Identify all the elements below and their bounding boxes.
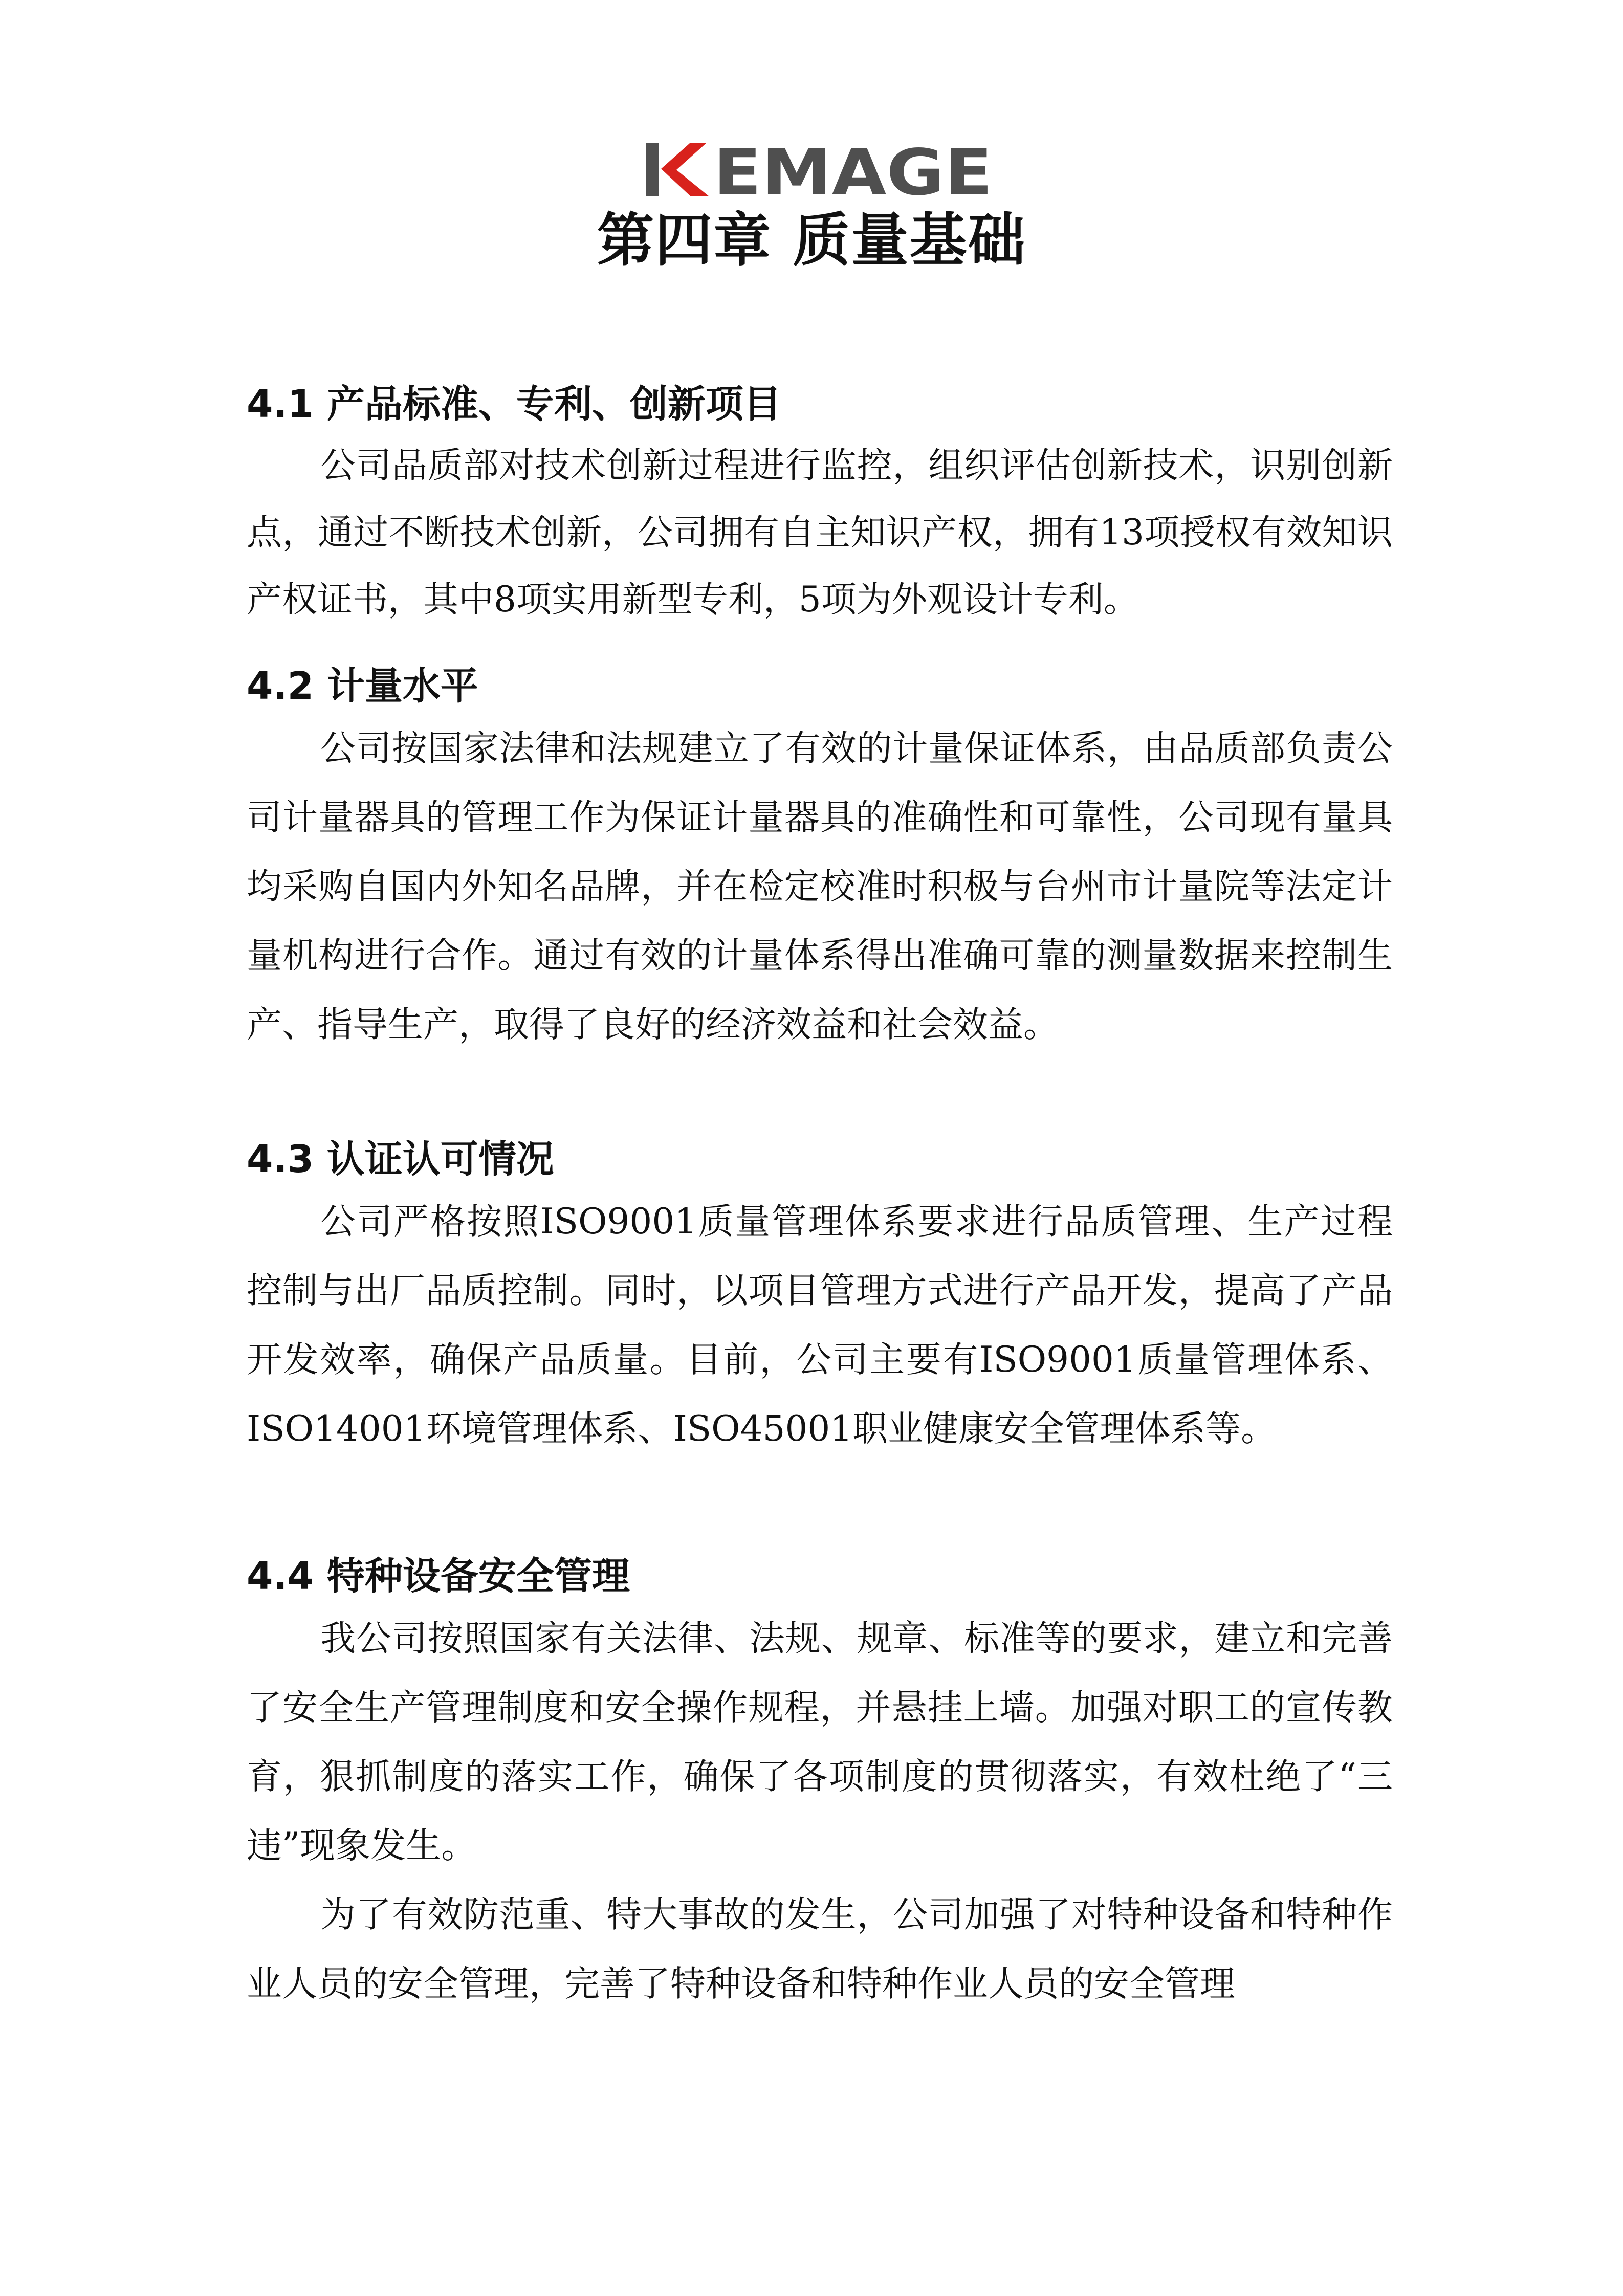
- svg-text:EMAGE: EMAGE: [713, 139, 993, 200]
- document-body: [247, 376, 1393, 2019]
- section-4-4-paragraph-1: 我公司按照国家有关法律、法规、规章、标准等的要求，建立和完善了安全生产管理制度和安全操作规程，并悬挂上墙。加强对职工的宣传教育，狠抓制度的落实工作，确保了各项制度的贯彻落实，有效杜绝了“三违”现象发生。: [247, 1618, 1393, 1866]
- section-4-3-paragraph: 公司严格按照ISO9001质量管理体系要求进行品质管理、生产过程控制与出厂品质控制。同时，以项目管理方式进行产品开发，提高了产品开发效率，确保产品质量。目前，公司主要有ISO9001质量管理体系、ISO14001环境管理体系、ISO45001职业健康安全管理体系等。: [247, 1201, 1393, 1449]
- spacer: [247, 633, 1393, 658]
- company-logo: [646, 139, 995, 200]
- section-4-1-paragraph: 公司品质部对技术创新过程进行监控，组织评估创新技术，识别创新点，通过不断技术创新，公司拥有自主知识产权，拥有13项授权有效知识产权证书，其中8项实用新型专利，5项为外观设计专利。: [247, 445, 1393, 620]
- section-heading-4-3: 4.3 认证认可情况: [247, 1137, 554, 1181]
- section-heading-4-1: 4.1 产品标准、专利、创新项目: [247, 382, 781, 426]
- section-4-4-paragraph-2: 为了有效防范重、特大事故的发生，公司加强了对特种设备和特种作业人员的安全管理，完善了特种设备和特种作业人员的安全管理: [247, 1894, 1393, 2004]
- section-4-2-paragraph: 公司按国家法律和法规建立了有效的计量保证体系，由品质部负责公司计量器具的管理工作为保证计量器具的准确性和可靠性，公司现有量具均采购自国内外知名品牌，并在检定校准时积极与台州市计量院等法定计量机构进行合作。通过有效的计量体系得出准确可靠的测量数据来控制生产、指导生产，取得了良好的经济效益和社会效益。: [247, 728, 1393, 1045]
- kemage-logo-mark: [646, 139, 995, 200]
- spacer: [247, 1059, 1393, 1131]
- chapter-title: 第四章 质量基础: [597, 207, 1026, 274]
- section-heading-4-2: 4.2 计量水平: [247, 664, 478, 708]
- section-heading-4-4: 4.4 特种设备安全管理: [247, 1554, 630, 1598]
- spacer: [247, 1464, 1393, 1548]
